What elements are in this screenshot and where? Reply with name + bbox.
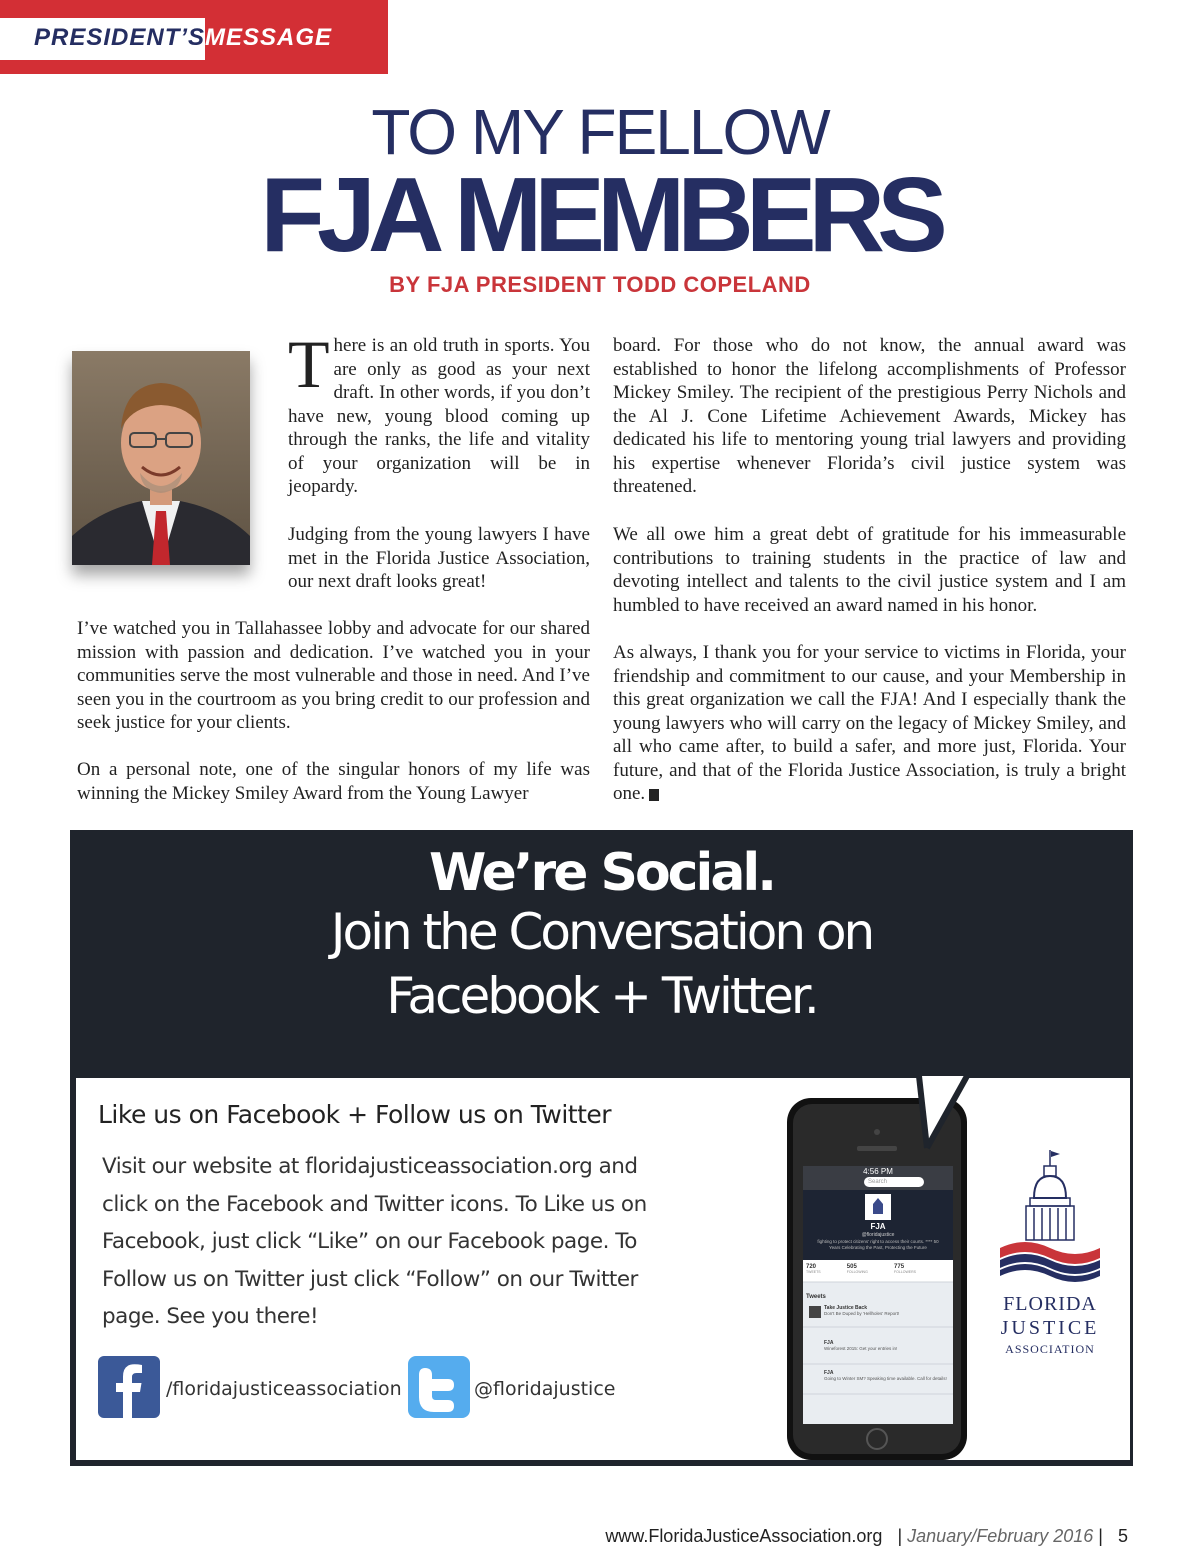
footer-separator: | <box>897 1526 903 1546</box>
fja-logo-line2: JUSTICE <box>1000 1317 1100 1339</box>
footer-separator: | <box>1098 1526 1103 1546</box>
section-label-part2: MESSAGE <box>205 24 333 51</box>
author-photo <box>72 351 250 565</box>
footer-url[interactable]: www.FloridaJusticeAssociation.org <box>605 1526 883 1546</box>
page-footer <box>0 1526 1128 1547</box>
phone-profile-handle: @floridajustice <box>861 1232 895 1238</box>
article-paragraph-2: Judging from the young lawyers I have met in the Florida Justice Association, our next draft looks great! <box>288 524 590 592</box>
phone-status-time: 4:56 PM <box>863 1167 893 1176</box>
drop-cap: T <box>288 326 330 402</box>
article-paragraph-7 <box>613 641 1126 806</box>
fja-logo-line3: ASSOCIATION <box>1005 1342 1095 1356</box>
article-paragraph-1 <box>288 326 590 499</box>
fja-capitol-logo-icon <box>1000 1148 1100 1292</box>
phone-stat: 720 TWEETS <box>806 1264 821 1274</box>
headline-line1: TO MY FELLOW <box>371 96 829 168</box>
article-paragraph-3: I’ve watched you in Tallahassee lobby and advocate for our shared mission with passion and dedication. I’ve watched you in your communities serve the most vulnerable and those in need. And I’ve seen you in the courtroom as you bring credit to our profession and seek justice for your clients. <box>77 618 590 733</box>
phone-tweet: FJA Wineforest 2015: Get your entries in! <box>824 1340 898 1351</box>
twitter-handle[interactable]: @floridajustice <box>474 1378 616 1400</box>
promo-headline: We’re Social. <box>428 843 775 903</box>
footer-issue: January/February 2016 <box>907 1526 1094 1546</box>
promo-subheadline-line2: Facebook + Twitter. <box>386 967 817 1025</box>
fja-logo-text <box>990 1292 1110 1358</box>
phone-tweet: Take Justice Back Don't Be Duped by 'Hellholes' Report! <box>824 1305 900 1316</box>
phone-stats <box>806 1264 916 1274</box>
phone-stat: 775 FOLLOWERS <box>894 1264 916 1274</box>
article-paragraph-7-text: As always, I thank you for your service to victims in Florida, your friendship and commitment to our cause, and your Membership in this great organization we call the FJA! And I especially thank the young lawyers who will carry on the legacy of Mickey Smiley, and all who came after, to build a safer, and more just, Florida. Your future, and that of the Florida Justice Association, is truly a bright one. <box>613 642 1126 804</box>
phone-search-field: Search <box>864 1177 924 1187</box>
end-mark-icon <box>649 789 659 801</box>
promo-body: Visit our website at floridajusticeassociation.org and click on the Facebook and Twitter icons. To Like us on Facebook, just click “Like” on our Facebook page. To Follow us on Twitter just click “Follow” on our Twitter page. See you there! <box>102 1154 647 1329</box>
phone-profile-name: FJA <box>870 1222 886 1231</box>
facebook-handle[interactable]: /floridajusticeassociation <box>166 1378 402 1400</box>
promo-cta: Like us on Facebook + Follow us on Twitter <box>98 1100 612 1129</box>
fja-logo-line1: FLORIDA <box>1003 1293 1097 1315</box>
section-label-part1: PRESIDENT’S <box>34 24 206 51</box>
page-number: 5 <box>1117 1526 1128 1546</box>
section-label <box>34 24 332 52</box>
phone-profile-bio: fighting to protect citizens' right to access their courts. **** 50 Years Celebrating the Past, Protecting the Future <box>817 1239 939 1250</box>
article-paragraph-1-text: here is an old truth in sports. You are only as good as your next draft. In other words, if you don’t have new, young blood coming up through the ranks, the life and vitality of your organization will be in jeopardy. <box>288 335 590 497</box>
promo-subheadline-line1: Join the Conversation on <box>330 903 873 961</box>
phone-tweet: FJA Going to Winter SM? Speaking time available. Call for details! <box>824 1370 947 1381</box>
speech-bubble-tail <box>915 1076 975 1156</box>
article-paragraph-4: On a personal note, one of the singular honors of my life was winning the Mickey Smiley Award from the Young Lawyer <box>77 759 590 804</box>
headline-line2: FJA MEMBERS <box>260 156 940 274</box>
article-paragraph-6: We all owe him a great debt of gratitude for his immeasurable contributions to training students in the practice of law and devoting intellect and talents to the civil justice system and I am humbled to have received an award named in his honor. <box>613 524 1126 616</box>
twitter-icon[interactable] <box>408 1356 470 1418</box>
promo-subheadline <box>70 900 1133 1028</box>
phone-stat: 505 FOLLOWING <box>846 1264 868 1274</box>
byline: BY FJA PRESIDENT TODD COPELAND <box>389 272 811 297</box>
facebook-icon[interactable] <box>98 1356 160 1418</box>
article-paragraph-5: board. For those who do not know, the annual award was established to honor the lifelong accomplishments of Professor Mickey Smiley. The recipient of the prestigious Perry Nichols and the Al J. Cone Lifetime Achievement Awards, Mickey has dedicated his life to mentoring young trial lawyers and providing his expertise whenever Florida’s civil justice system was threatened. <box>613 335 1126 497</box>
phone-tweets-header: Tweets <box>806 1294 826 1300</box>
